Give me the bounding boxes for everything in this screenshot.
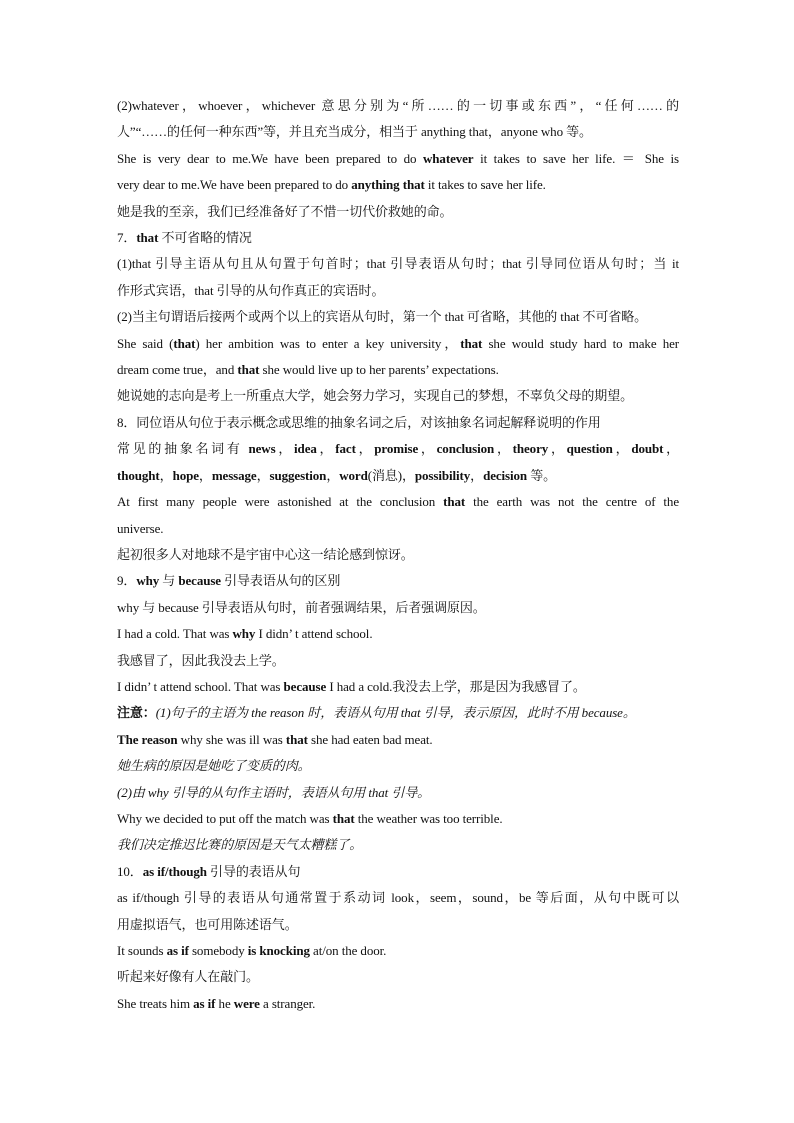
example-sentence: dream come true，and that she would live up to her parents’ expectations. <box>117 362 499 378</box>
abstract-noun-list: 常见的抽象名词有 news，idea，fact，promise，conclusion，theory，question，doubt， <box>117 441 679 457</box>
text-line: as if/though 引导的表语从句通常置于系动词 look，seem，sound，be 等后面，从句中既可以 <box>117 890 679 906</box>
translation: 听起来好像有人在敲门。 <box>117 969 259 985</box>
example-sentence: She treats him as if he were a stranger. <box>117 995 316 1011</box>
note-line: (2)由 why 引导的从句作主语时，表语从句用 that 引导。 <box>117 784 431 800</box>
example-sentence: universe. <box>117 520 164 536</box>
translation: 我们决定推迟比赛的原因是天气太糟糕了。 <box>117 837 363 853</box>
text-line: (2)whatever，whoever，whichever 意思分别为“所……的一切事或东西”，“任何……的 <box>117 98 679 113</box>
example-sentence: Why we decided to put off the match was that the weather was too terrible. <box>117 810 503 826</box>
translation: 她生病的原因是她吃了变质的肉。 <box>117 758 311 774</box>
section-heading-8: 8．同位语从句位于表示概念或思维的抽象名词之后，对该抽象名词起解释说明的作用 <box>117 414 601 430</box>
example-sentence: I didn’ t attend school. That was because I had a cold.我没去上学，那是因为我感冒了。 <box>117 678 586 694</box>
example-sentence: very dear to me.We have been prepared to do anything that it takes to save her life. <box>117 177 546 193</box>
translation: 她说她的志向是考上一所重点大学，她会努力学习，实现自己的梦想，不辜负父母的期望。 <box>117 388 634 404</box>
abstract-noun-list: thought，hope，message，suggestion，word(消息)，possibility，decision 等。 <box>117 467 556 483</box>
section-heading-7: 7．that 不可省略的情况 <box>117 230 252 246</box>
example-sentence: She is very dear to me.We have been prepared to do whatever it takes to save her life. ＝ She is <box>117 150 679 166</box>
text-line: why 与 because 引导表语从句时，前者强调结果，后者强调原因。 <box>117 599 486 615</box>
document-body <box>117 93 679 1017</box>
text-line: (1)that 引导主语从句且从句置于句首时；that 引导表语从句时；that 引导同位语从句时；当 it <box>117 256 679 272</box>
example-sentence: She said (that) her ambition was to enter a key university，that she would study hard to make her <box>117 335 679 351</box>
translation: 起初很多人对地球不是宇宙中心这一结论感到惊讶。 <box>117 546 414 562</box>
example-sentence: At first many people were astonished at the conclusion that the earth was not the centre of the <box>117 494 679 510</box>
text-line: (2)当主句谓语后接两个或两个以上的宾语从句时，第一个 that 可省略，其他的 that 不可省略。 <box>117 309 648 325</box>
section-heading-10: 10．as if/though 引导的表语从句 <box>117 863 301 879</box>
text-line: 作形式宾语，that 引导的从句作真正的宾语时。 <box>117 282 385 298</box>
translation: 我感冒了，因此我没去上学。 <box>117 652 285 668</box>
section-heading-9: 9．why 与 because 引导表语从句的区别 <box>117 573 341 589</box>
example-sentence: The reason why she was ill was that she had eaten bad meat. <box>117 731 433 747</box>
example-sentence: I had a cold. That was why I didn’ t attend school. <box>117 626 373 642</box>
text-line: 用虚拟语气，也可用陈述语气。 <box>117 916 298 932</box>
note-line: 注意：(1)句子的主语为 the reason 时，表语从句用 that 引导，表示原因，此时不用 because。 <box>117 705 636 721</box>
text-line: 人”“……的任何一种东西”等，并且充当成分，相当于 anything that，anyone who 等。 <box>117 124 592 140</box>
example-sentence: It sounds as if somebody is knocking at/on the door. <box>117 943 387 958</box>
translation: 她是我的至亲，我们已经准备好了不惜一切代价救她的命。 <box>117 203 453 219</box>
